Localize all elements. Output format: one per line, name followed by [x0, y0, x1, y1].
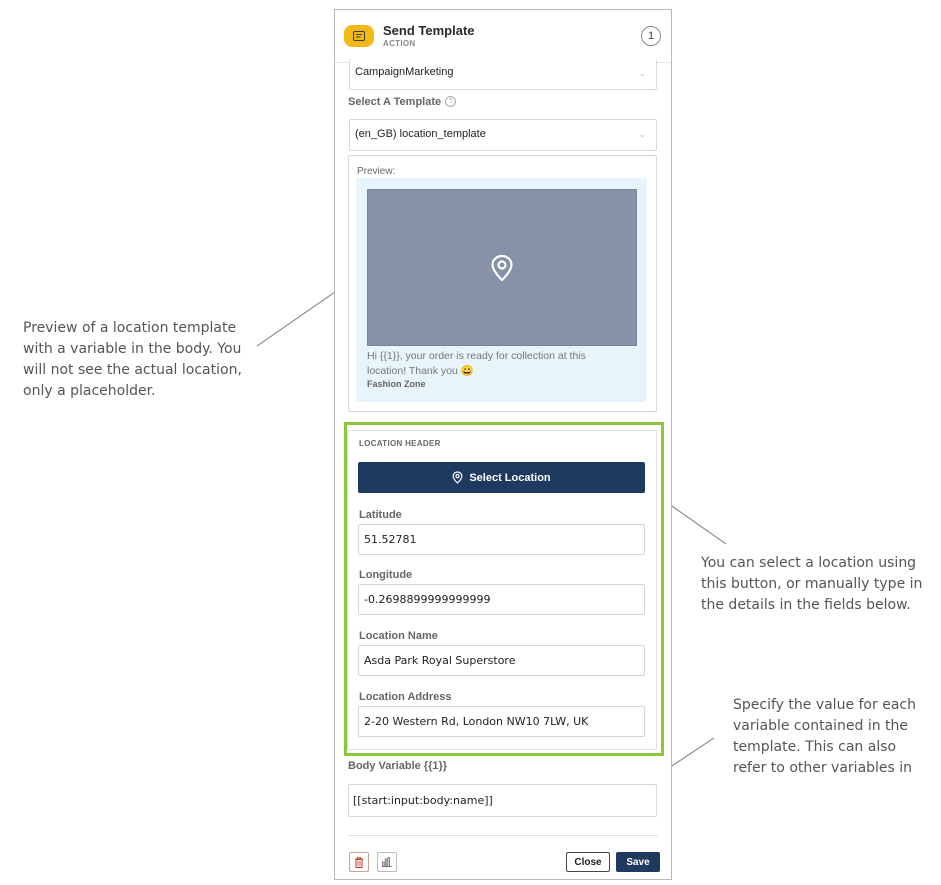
location-address-field[interactable]: 2-20 Western Rd, London NW10 7LW, UK [358, 706, 645, 737]
longitude-field[interactable]: -0.2698899999999999 [358, 584, 645, 615]
location-placeholder-image [367, 189, 637, 346]
variable-annotation: Specify the value for each variable contained in the template. This can also refer to other variables in [733, 697, 916, 776]
longitude-label: Longitude [359, 569, 413, 581]
select-location-label: Select Location [469, 471, 551, 484]
select-location-button[interactable] [358, 462, 645, 493]
latitude-label: Latitude [359, 509, 402, 521]
help-icon[interactable]: ? [445, 96, 456, 107]
preview-label: Preview: [357, 166, 396, 177]
location-pin-icon [452, 471, 463, 484]
chevron-down-icon: ⌄ [638, 129, 646, 139]
chevron-down-icon: ⌄ [638, 68, 646, 78]
close-button[interactable]: Close [566, 852, 610, 872]
send-template-panel [334, 9, 672, 880]
body-variable-label: Body Variable {{1}} [348, 760, 448, 772]
body-variable-field[interactable]: [[start:input:body:name]] [348, 784, 657, 817]
step-count-badge: 1 [641, 26, 661, 46]
location-address-label: Location Address [359, 691, 452, 703]
campaign-select[interactable] [349, 59, 657, 90]
panel-subtitle: ACTION [383, 39, 416, 48]
latitude-field[interactable]: 51.52781 [358, 524, 645, 555]
template-select[interactable] [349, 119, 657, 151]
trash-icon [354, 857, 364, 868]
panel-title: Send Template [383, 23, 475, 38]
location-name-label: Location Name [359, 630, 438, 642]
analytics-button[interactable] [377, 852, 397, 872]
footer-divider [348, 835, 658, 836]
location-name-field[interactable]: Asda Park Royal Superstore [358, 645, 645, 676]
preview-body-text: Hi {{1}}, your order is ready for collection at this location! Thank you 😀 [367, 350, 586, 377]
template-select-value: (en_GB) location_template [355, 128, 486, 140]
message-bubble [356, 178, 647, 402]
template-preview [348, 155, 657, 412]
template-field-label: Select A Template ? [348, 96, 456, 108]
campaign-select-value: CampaignMarketing [355, 66, 454, 78]
panel-header [335, 10, 671, 63]
bar-chart-icon [382, 857, 392, 867]
button-annotation: You can select a location using this button, or manually type in the details in the fields below. [701, 555, 923, 613]
save-button[interactable]: Save [616, 852, 660, 872]
delete-button[interactable] [349, 852, 369, 872]
preview-annotation: Preview of a location template with a variable in the body. You will not see the actual location, only a placeholder. [23, 320, 242, 399]
location-section-title: LOCATION HEADER [359, 439, 441, 448]
location-pin-icon [490, 254, 514, 282]
preview-footer-text: Fashion Zone [367, 379, 426, 389]
message-icon [344, 25, 374, 47]
